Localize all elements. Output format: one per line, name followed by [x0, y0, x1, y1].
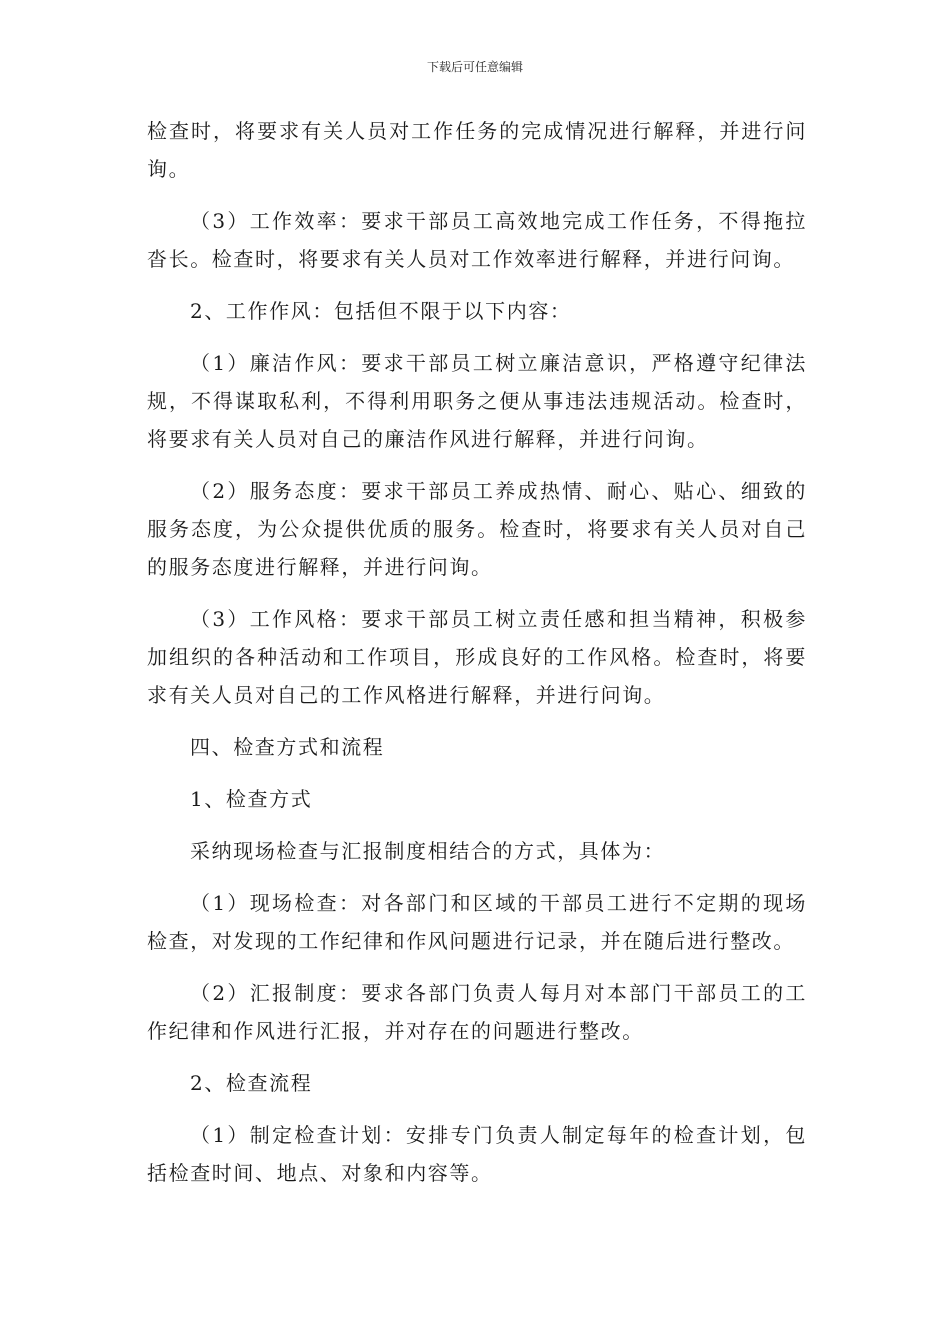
paragraph: （2）汇报制度：要求各部门负责人每月对本部门干部员工的工作纪律和作风进行汇报，并对存在的问题进行整改。: [147, 981, 807, 1043]
paragraph: 检查时，将要求有关人员对工作任务的完成情况进行解释，并进行问询。: [147, 119, 807, 181]
subsection-heading: 1、检查方式: [190, 787, 313, 811]
paragraph: （3）工作风格：要求干部员工树立责任感和担当精神，积极参加组织的各种活动和工作项目，形成良好的工作风格。检查时，将要求有关人员对自己的工作风格进行解释，并进行问询。: [147, 607, 807, 707]
paragraph: （3）工作效率：要求干部员工高效地完成工作任务，不得拖拉沓长。检查时，将要求有关人员对工作效率进行解释，并进行问询。: [147, 209, 807, 271]
paragraph: （1）现场检查：对各部门和区域的干部员工进行不定期的现场检查，对发现的工作纪律和作风问题进行记录，并在随后进行整改。: [147, 891, 807, 953]
section-heading: 四、检查方式和流程: [190, 735, 385, 759]
page-header: 下载后可任意编辑: [426, 60, 523, 74]
paragraph: （1）廉洁作风：要求干部员工树立廉洁意识，严格遵守纪律法规，不得谋取私利，不得利用职务之便从事违法违规活动。检查时，将要求有关人员对自己的廉洁作风进行解释，并进行问询。: [147, 351, 807, 451]
document-body: [147, 112, 807, 1206]
subsection-heading: 2、检查流程: [190, 1071, 313, 1095]
paragraph: （2）服务态度：要求干部员工养成热情、耐心、贴心、细致的服务态度，为公众提供优质的服务。检查时，将要求有关人员对自己的服务态度进行解释，并进行问询。: [147, 479, 807, 579]
paragraph: （1）制定检查计划：安排专门负责人制定每年的检查计划，包括检查时间、地点、对象和内容等。: [147, 1123, 807, 1185]
section-heading: 2、工作作风：包括但不限于以下内容：: [190, 299, 572, 323]
paragraph: 采纳现场检查与汇报制度相结合的方式，具体为：: [190, 839, 666, 863]
